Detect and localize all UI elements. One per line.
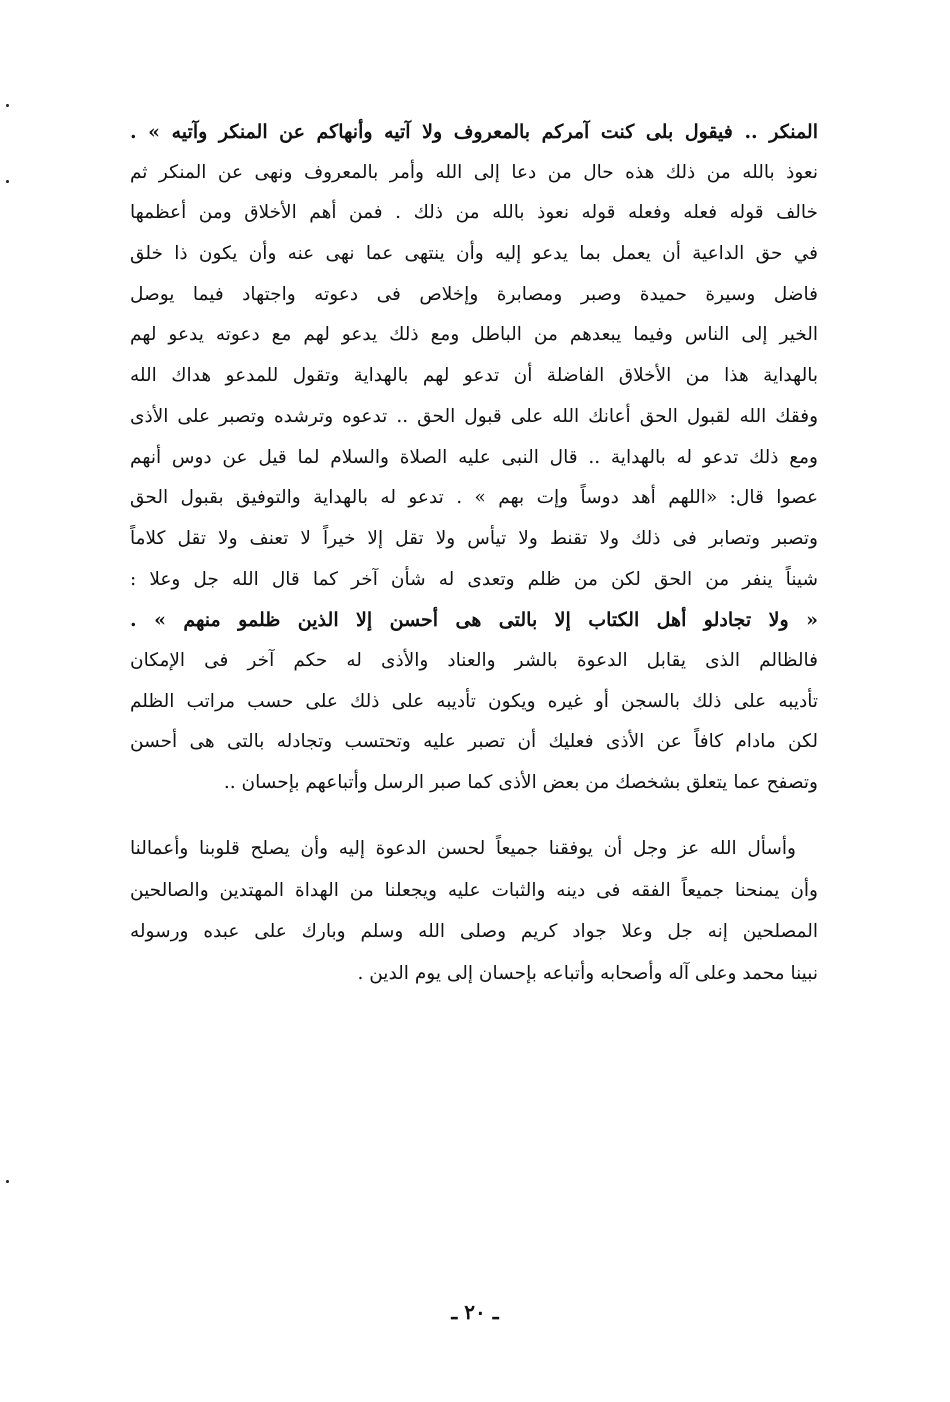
- text-line: وفقك الله لقبول الحق أعانك الله على قبول الحق .. تدعوه وترشده وتصبر على الأذى: [130, 405, 818, 427]
- text-line: خالف قوله فعله وفعله قوله نعوذ بالله من ذلك . فمن أهم الأخلاق ومن أعظمها: [130, 202, 818, 224]
- paragraph-2: [130, 828, 818, 994]
- text-line: نعوذ بالله من ذلك هذه حال من دعا إلى الله وأمر بالمعروف ونهى عن المنكر ثم: [130, 161, 818, 183]
- text-line: بالهداية هذا من الأخلاق الفاضلة أن تدعو لهم بالهداية وتقول للمدعو هداك الله: [130, 365, 818, 387]
- text-line: وأن يمنحنا جميعاً الفقه فى دينه والثبات عليه ويجعلنا من الهداة المهتدين والصالحين: [130, 879, 818, 901]
- paragraph-1: [130, 112, 818, 804]
- text-line: فالظالم الذى يقابل الدعوة بالشر والعناد والأذى له حكم آخر فى الإمكان: [130, 649, 818, 671]
- text-line: تأديبه على ذلك بالسجن أو غيره ويكون تأديبه على ذلك على حسب مراتب الظلم: [130, 690, 818, 712]
- text-line: عصوا قال: «اللهم أهد دوساً وإت بهم » . تدعو له بالهداية والتوفيق بقبول الحق: [130, 487, 818, 509]
- text-line: لكن مادام كافاً عن الأذى فعليك أن تصبر عليه وتحتسب وتجادله بالتى هى أحسن: [130, 731, 818, 753]
- text-line: المنكر .. فيقول بلى كنت آمركم بالمعروف ولا آتيه وأنهاكم عن المنكر وآتيه » .: [130, 121, 818, 143]
- text-line: وتصفح عما يتعلق بشخصك من بعض الأذى كما صبر الرسل وأتباعهم بإحسان ..: [223, 772, 818, 793]
- text-line: نبينا محمد وعلى آله وأصحابه وأتباعه بإحسان إلى يوم الدين .: [357, 962, 818, 984]
- text-line: المصلحين إنه جل وعلا جواد كريم وصلى الله وسلم وبارك على عبده ورسوله: [130, 921, 818, 942]
- text-line: شيناً ينفر من الحق لكن من ظلم وتعدى له شأن آخر كما قال الله جل وعلا :: [130, 568, 818, 590]
- margin-mark: [6, 1180, 9, 1183]
- text-line: في حق الداعية أن يعمل بما يدعو إليه وأن ينتهى عما نهى عنه وأن يكون ذا خلق: [130, 243, 818, 265]
- text-line: الخير إلى الناس وفيما يبعدهم من الباطل ومع ذلك يدعو لهم مع دعوته يدعو لهم: [130, 324, 818, 346]
- quran-verse-line: « ولا تجادلو أهل الكتاب إلا بالتى هى أحسن إلا الذين ظلمو منهم » .: [130, 609, 818, 632]
- text-line: وتصبر وتصابر فى ذلك ولا تقنط ولا تيأس ولا تقل إلا خيراً لا تعنف ولا تقل كلاماً: [130, 527, 818, 549]
- page-number: ـ ٢٠ ـ: [451, 1300, 499, 1324]
- margin-mark: [6, 180, 9, 183]
- text-line: ومع ذلك تدعو له بالهداية .. قال النبى عليه الصلاة والسلام لما قيل عن دوس أنهم: [130, 446, 818, 468]
- text-line: فاضل وسيرة حميدة وصبر ومصابرة وإخلاص فى دعوته واجتهاد فيما يوصل: [130, 283, 818, 305]
- margin-mark: [6, 104, 9, 107]
- text-line: وأسأل الله عز وجل أن يوفقنا جميعاً لحسن الدعوة إليه وأن يصلح قلوبنا وأعمالنا: [130, 838, 796, 859]
